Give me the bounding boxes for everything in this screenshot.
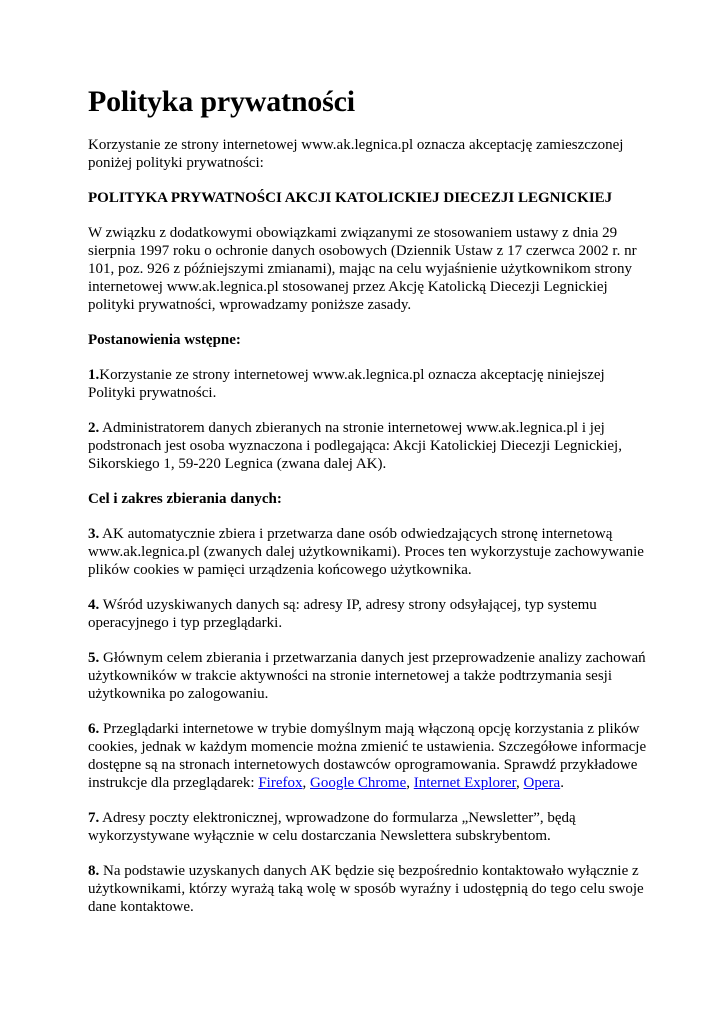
item-number: 6.: [88, 721, 100, 737]
item-text: Korzystanie ze strony internetowej www.ak.legnica.pl oznacza akceptację niniejszej Polityki prywatności.: [88, 367, 605, 401]
link-separator: ,: [302, 775, 311, 791]
policy-item-4: [88, 596, 648, 632]
link-separator: ,: [406, 775, 414, 791]
item-text: Adresy poczty elektronicznej, wprowadzone do formularza „Newsletter”, będą wykorzystywane wyłącznie w celu dostarczania Newslettera subskrybentom.: [88, 810, 576, 844]
item-number: 8.: [88, 863, 100, 879]
item-number: 7.: [88, 810, 100, 826]
policy-item-8: [88, 862, 648, 916]
policy-item-5: [88, 649, 648, 703]
document-page: [88, 84, 648, 933]
item-text: Administratorem danych zbieranych na stronie internetowej www.ak.legnica.pl i jej podstronach jest osoba wyznaczona i podlegająca: Akcji Katolickiej Diecezji Legnickiej, Sikorskiego 1, 59-220 Legnica (zwana dalej AK).: [88, 420, 622, 472]
policy-item-2: [88, 419, 648, 473]
item-text: Wśród uzyskiwanych danych są: adresy IP, adresy strony odsyłającej, typ systemu operacyjnego i typ przeglądarki.: [88, 597, 597, 631]
page-title: Polityka prywatności: [88, 85, 355, 118]
intro-paragraph: Korzystanie ze strony internetowej www.ak.legnica.pl oznacza akceptację zamieszczonej poniżej polityki prywatności:: [88, 137, 624, 171]
item-text: Przeglądarki internetowe w trybie domyślnym mają włączoną opcję korzystania z plików cookies, jednak w każdym momencie można zmienić te ustawienia. Szczegółowe informacje dostępne są na stronach internetowych dostawców oprogramowania. Sprawdź przykładowe instrukcje dla przeglądarek:: [88, 721, 647, 791]
section-heading-initial-provisions: Postanowienia wstępne:: [88, 332, 241, 348]
policy-item-6: [88, 720, 648, 792]
preamble-paragraph: W związku z dodatkowymi obowiązkami związanymi ze stosowaniem ustawy z dnia 29 sierpnia 1997 roku o ochronie danych osobowych (Dziennik Ustaw z 17 czerwca 2002 r. nr 101, poz. 926 z późniejszymi zmianami), mając na celu wyjaśnienie użytkownikom strony internetowej www.ak.legnica.pl stosowanej przez Akcję Katolicką Diecezji Legnickiej polityki prywatności, wprowadzamy poniższe zasady.: [88, 225, 637, 313]
opera-link[interactable]: Opera: [523, 775, 561, 791]
item-number: 3.: [88, 526, 100, 542]
item-number: 1.: [88, 367, 100, 383]
item-text: AK automatycznie zbiera i przetwarza dane osób odwiedzających stronę internetową www.ak.legnica.pl (zwanych dalej użytkownikami). Proces ten wykorzystuje zachowywanie plików cookies w pamięci urządzenia końcowego użytkownika.: [88, 526, 644, 578]
firefox-link[interactable]: Firefox: [258, 775, 303, 791]
item-text: Na podstawie uzyskanych danych AK będzie się bezpośrednio kontaktowało wyłącznie z użytkownikami, którzy wyrażą taką wolę w sposób wyraźny i udostępnią do tego celu swoje dane kontaktowe.: [88, 863, 644, 915]
sentence-end: .: [560, 775, 564, 791]
google-chrome-link[interactable]: Google Chrome: [310, 775, 407, 791]
link-separator: ,: [516, 775, 524, 791]
policy-item-7: [88, 809, 648, 845]
internet-explorer-link[interactable]: Internet Explorer: [413, 775, 517, 791]
policy-item-1: [88, 366, 648, 402]
item-number: 5.: [88, 650, 100, 666]
item-number: 4.: [88, 597, 100, 613]
item-text: Głównym celem zbierania i przetwarzania danych jest przeprowadzenie analizy zachowań użytkowników w trakcie aktywności na stronie internetowej a także podtrzymania sesji użytkownika po zalogowaniu.: [88, 650, 646, 702]
policy-heading: POLITYKA PRYWATNOŚCI AKCJI KATOLICKIEJ DIECEZJI LEGNICKIEJ: [88, 190, 613, 206]
policy-item-3: [88, 525, 648, 579]
section-heading-purpose: Cel i zakres zbierania danych:: [88, 491, 282, 507]
item-number: 2.: [88, 420, 100, 436]
